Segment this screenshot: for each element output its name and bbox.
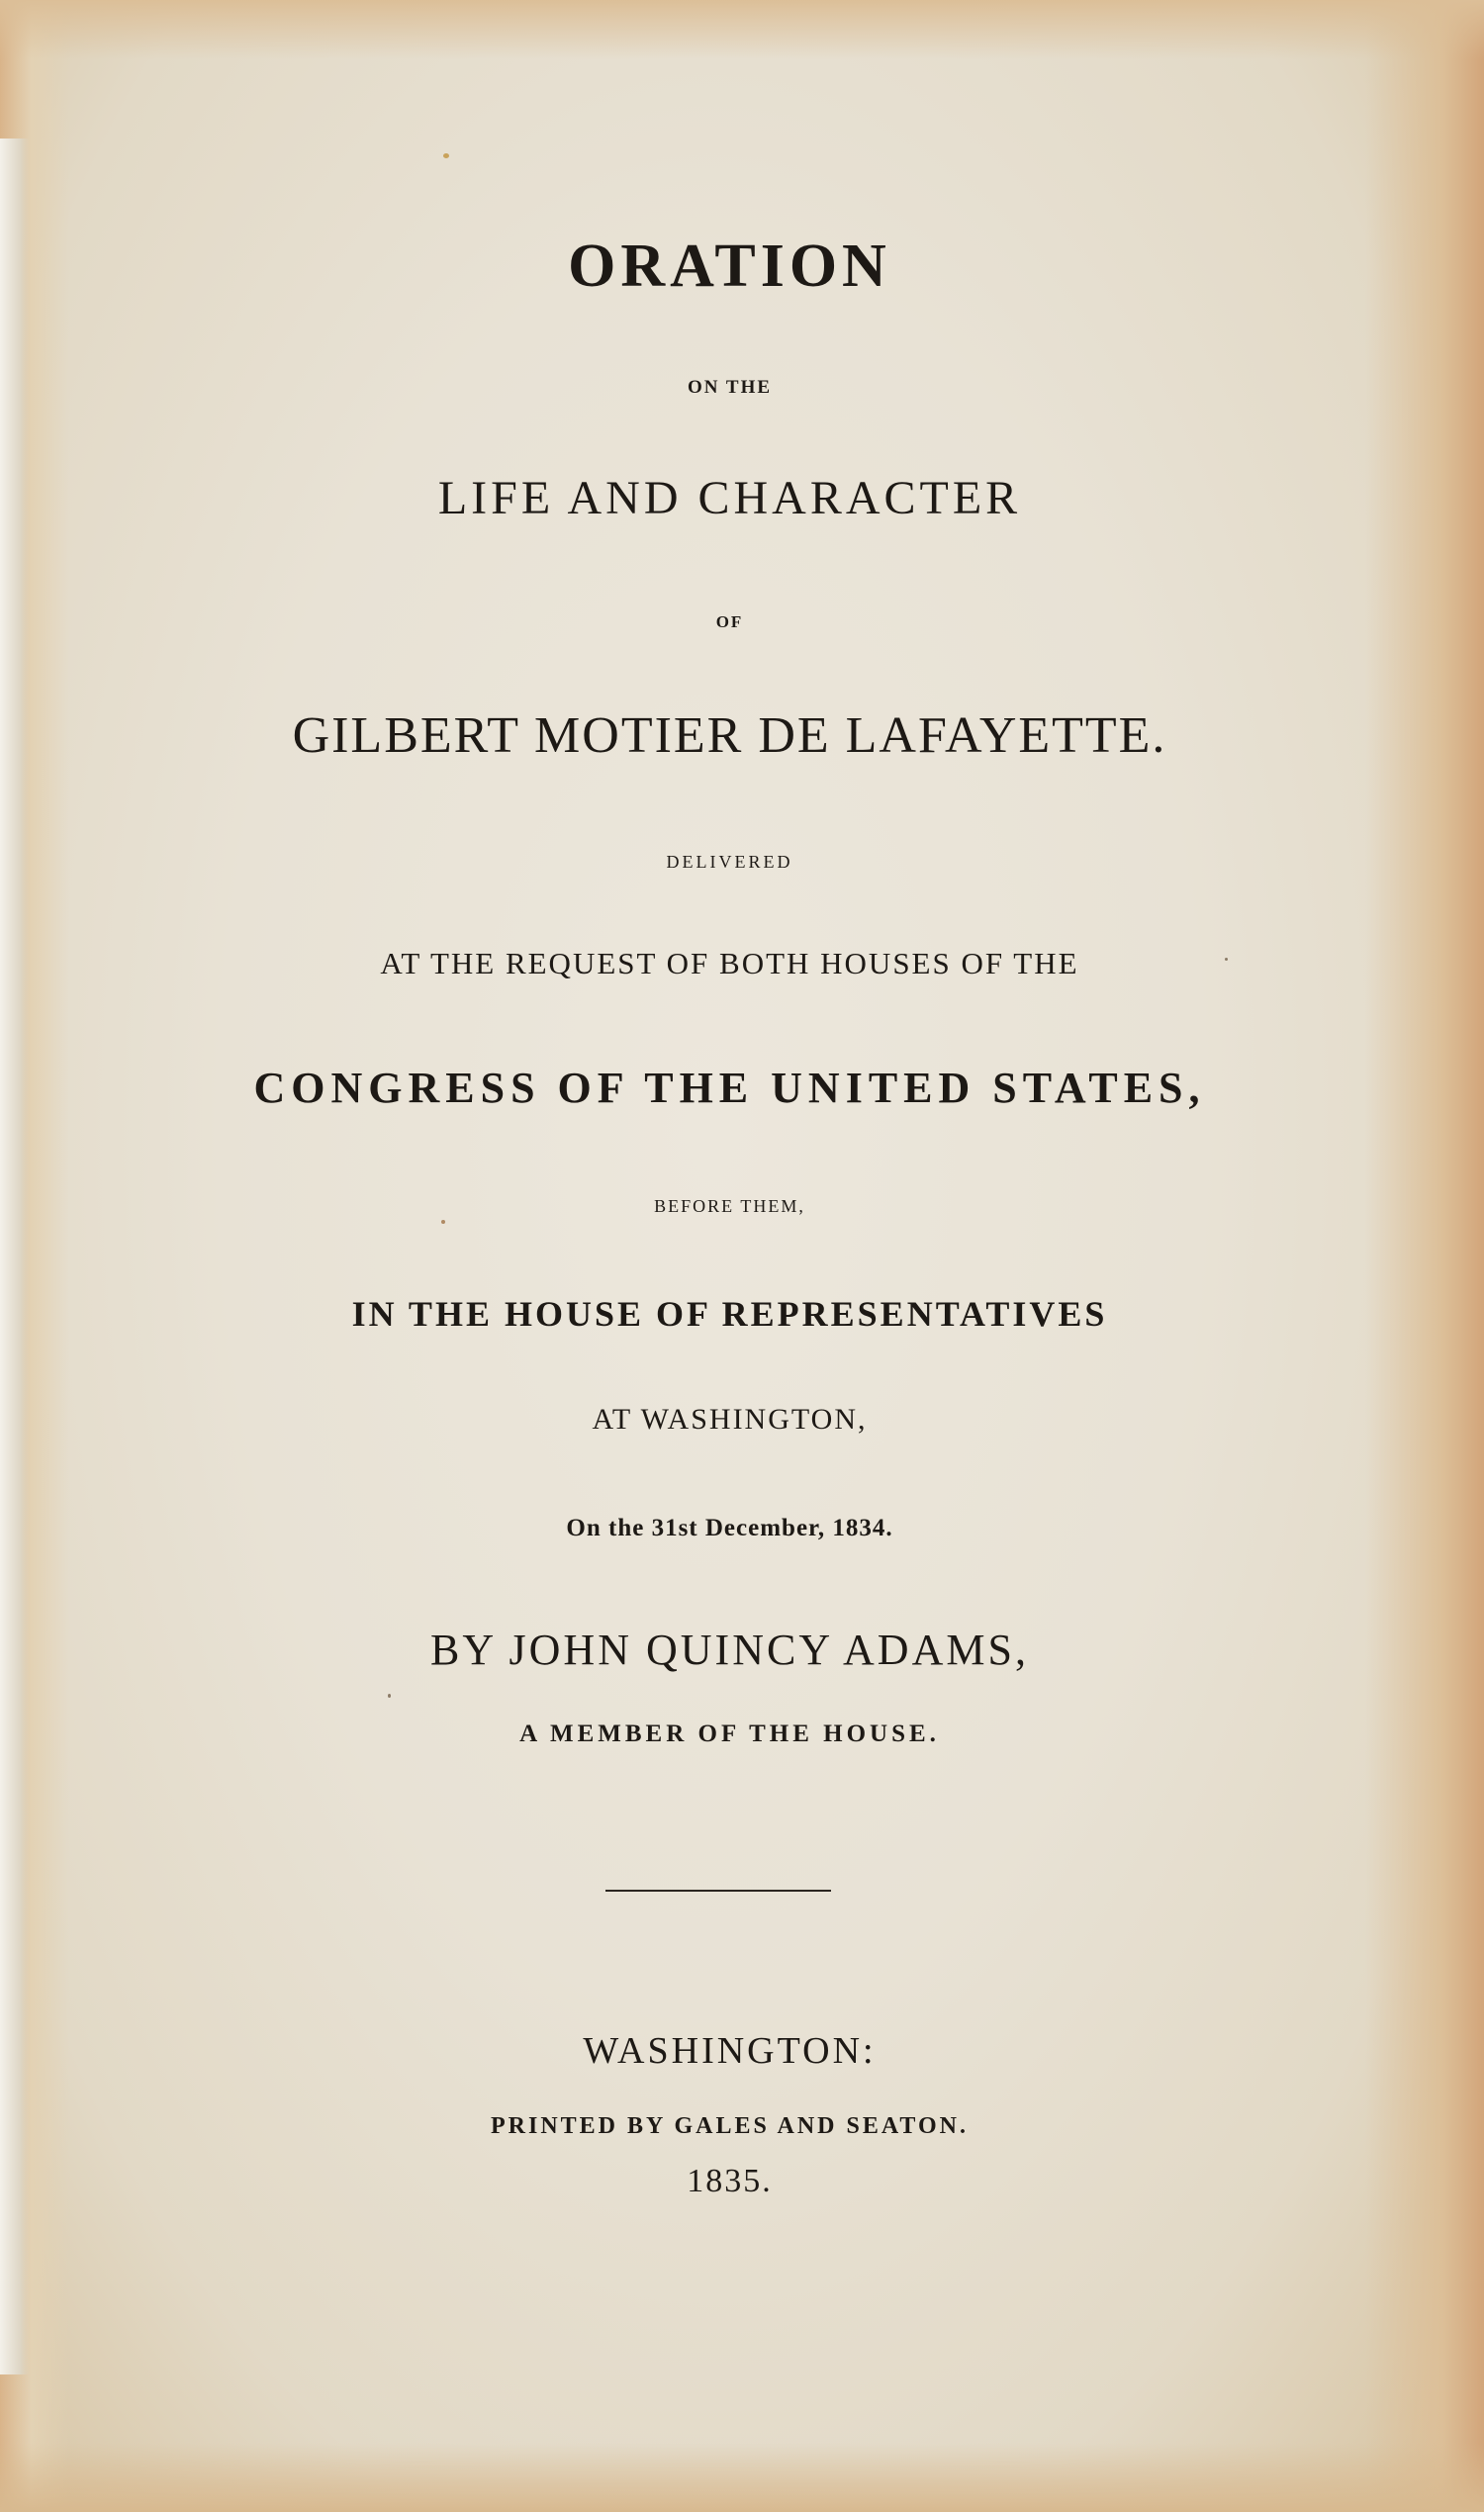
divider-rule (605, 1890, 831, 1892)
page-edge-top (0, 0, 1484, 59)
delivery-date: On the 31st December, 1834. (566, 1515, 893, 1541)
at-washington-line: AT WASHINGTON, (592, 1403, 868, 1436)
paper-fleck (388, 1694, 391, 1698)
subtitle-connector: ON THE (687, 377, 773, 398)
house-of-representatives-line: IN THE HOUSE OF REPRESENTATIVES (351, 1294, 1108, 1334)
paper-fleck (443, 153, 449, 158)
subtitle-connector-of: OF (715, 612, 744, 631)
page-edge-bottom (0, 2443, 1484, 2512)
request-line: AT THE REQUEST OF BOTH HOUSES OF THE (380, 946, 1079, 980)
imprint-year: 1835. (687, 2163, 773, 2199)
imprint-city: WASHINGTON: (583, 2030, 877, 2072)
congress-line: CONGRESS OF THE UNITED STATES, (253, 1064, 1206, 1112)
subject-name: GILBERT MOTIER DE LAFAYETTE. (292, 707, 1167, 764)
delivered-line: DELIVERED (666, 852, 793, 872)
author-affiliation: A MEMBER OF THE HOUSE. (519, 1721, 940, 1747)
author-line: BY JOHN QUINCY ADAMS, (430, 1626, 1029, 1674)
imprint-printer: PRINTED BY GALES AND SEATON. (491, 2113, 969, 2139)
subtitle-life-and-character: LIFE AND CHARACTER (437, 472, 1022, 524)
main-title: ORATION (568, 233, 891, 300)
before-them-line: BEFORE THEM, (654, 1196, 805, 1216)
paper-fleck (441, 1220, 445, 1224)
